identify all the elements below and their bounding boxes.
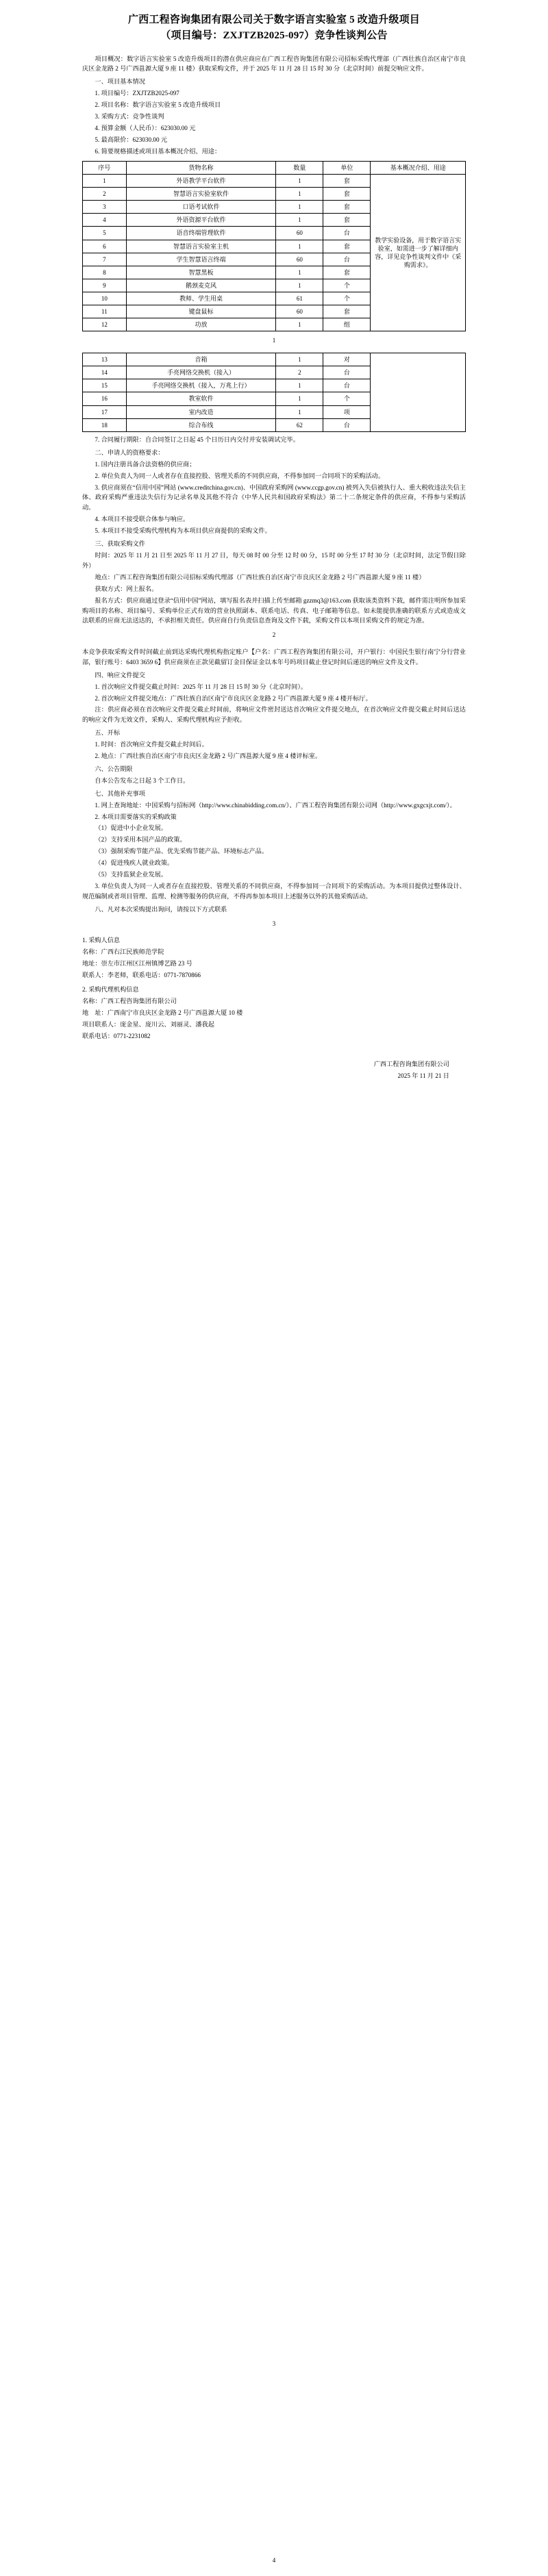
cell-name: 智慧语言实验室软件 (126, 187, 276, 200)
opening-place: 2. 地点：广西壮族自治区南宁市良庆区金龙路 2 号广西邕源大厦 9 座 4 楼评标室。 (95, 753, 322, 760)
cell-unit: 对 (323, 353, 371, 366)
cell-no: 3 (83, 201, 127, 214)
cell-unit: 套 (323, 214, 371, 227)
cell-no: 16 (83, 392, 127, 405)
purchaser-phone: 联系人：李老师，联系电话：0771-7870866 (82, 972, 201, 979)
cell-unit: 台 (323, 227, 371, 240)
cell-unit: 套 (323, 201, 371, 214)
cell-qty: 1 (276, 405, 323, 418)
cell-name: 智慧语言实验室主机 (126, 240, 276, 253)
cell-description: 教学实验设备，用于数字语言实验室，如需进一步了解详细内容，详见竞争性谈判文件中《采购需求》。 (371, 174, 466, 331)
cell-qty: 1 (276, 353, 323, 366)
cell-qty: 1 (276, 174, 323, 187)
cell-qty: 1 (276, 266, 323, 279)
header-goods-name: 货物名称 (126, 161, 276, 174)
title-line-1: 广西工程咨询集团有限公司关于数字语言实验室 5 改造升级项目 (127, 14, 420, 25)
agency-contact-block (82, 985, 466, 1041)
cell-unit: 项 (323, 405, 371, 418)
cell-qty: 1 (276, 240, 323, 253)
cell-no: 8 (83, 266, 127, 279)
cell-qty: 1 (276, 279, 323, 292)
section-heading-5: 五、开标 (95, 729, 121, 737)
cell-no: 2 (83, 187, 127, 200)
qualification-item-4: 4. 本项目不接受联合体参与响应。 (95, 516, 190, 523)
registration-method: 报名方式：供应商通过登录“信用中国”网站，填写报名表并扫描上传至邮箱 gzzmq3@163.com 获取该类资料下载，邮件需注明所参加采购项目的名称、项目编号、采购单位正式有效的营业执照副本、联系电话、传真、电子邮箱等信息。如未能提供准确的联系方式或造成文法联系的应商无法送达的，不承担相关责任。供应商自行负责信息查询及文件下载，采购文件以本项目采购文件的规定为准。 (82, 596, 466, 624)
cell-name: 外语教学平台软件 (126, 174, 276, 187)
cell-name: 手亮网络交换机（接入，万兆上行） (126, 379, 276, 392)
cell-no: 1 (83, 174, 127, 187)
cell-qty: 60 (276, 227, 323, 240)
project-overview-paragraph: 项目概况：数字语言实验室 5 改造升级项目的潜在供应商应在广西工程咨询集团有限公司招标采购代理部（广西壮族自治区南宁市良庆区金龙路 2 号广西邕源大厦 9 座 11 楼）获取采购文件，并于 2025 年 11 月 28 日 15 时 30 分（北京时间）前提交响应文件。 (82, 55, 466, 73)
cell-name: 鹅颈麦克风 (126, 279, 276, 292)
cell-name: 语音终端管理软件 (126, 227, 276, 240)
cell-no: 5 (83, 227, 127, 240)
agency-contact-person: 项目联系人：庞金星、庞川云、刘丽灵、潘我起 (82, 1020, 214, 1028)
section-heading-4: 四、响应文件提交 (95, 671, 145, 679)
agency-title: 2. 采购代理机构信息 (82, 985, 139, 993)
section-heading-1: 一、项目基本情况 (95, 78, 145, 86)
cell-qty: 1 (276, 392, 323, 405)
page-title (55, 12, 493, 45)
section-heading-3: 三、获取采购文件 (95, 540, 145, 548)
cell-unit: 个 (323, 279, 371, 292)
cell-no: 7 (83, 253, 127, 266)
cell-qty: 1 (276, 318, 323, 331)
cell-no: 11 (83, 305, 127, 318)
cell-unit: 台 (323, 253, 371, 266)
cell-name: 教室软件 (126, 392, 276, 405)
cell-name: 音箱 (126, 353, 276, 366)
signature-block (82, 1059, 466, 1081)
purchaser-name: 名称：广西右江民族师范学院 (82, 948, 164, 956)
agency-phone: 联系电话：0771-2231082 (82, 1032, 151, 1039)
table-row (83, 353, 466, 366)
opening-time: 1. 时间：首次响应文件提交截止时间后。 (95, 741, 208, 748)
cell-no: 9 (83, 279, 127, 292)
cell-unit: 套 (323, 240, 371, 253)
cell-name: 室内改造 (126, 405, 276, 418)
agency-address: 地 址：广西南宁市良庆区金龙路 2 号广西邕源大厦 10 楼 (82, 1009, 243, 1016)
cell-qty: 62 (276, 418, 323, 431)
document-body (82, 54, 466, 1082)
purchaser-contact-block (82, 935, 466, 981)
cell-no: 10 (83, 292, 127, 305)
cell-name: 智慧黑板 (126, 266, 276, 279)
cell-unit: 套 (323, 266, 371, 279)
cell-name: 键盘鼠标 (126, 305, 276, 318)
project-item-2: 2. 项目名称：数字语言实验室 5 改造升级项目 (95, 101, 221, 109)
cell-qty: 1 (276, 379, 323, 392)
project-item-6: 6. 简要规格描述或项目基本概况介绍、用途： (95, 147, 221, 155)
policy-item-5: （5）支持监狱企业发展。 (95, 871, 168, 879)
cell-unit: 台 (323, 379, 371, 392)
cell-qty: 60 (276, 253, 323, 266)
section-heading-6: 六、公告期限 (95, 765, 133, 772)
cell-no: 15 (83, 379, 127, 392)
page-number-1: 1 (272, 337, 276, 344)
response-deadline: 1. 首次响应文件提交截止时间：2025 年 11 月 28 日 15 时 30 分（北京时间）。 (95, 683, 308, 690)
signature-date: 2025 年 11 月 21 日 (397, 1072, 449, 1080)
cell-qty: 1 (276, 214, 323, 227)
section-heading-2: 二、申请人的资格要求： (95, 449, 164, 456)
acquire-place: 地点：广西工程咨询集团有限公司招标采购代理部（广西壮族自治区南宁市良庆区金龙路 2 号广西邕源大厦 9 座 11 楼） (95, 573, 425, 581)
purchaser-title: 1. 采购人信息 (82, 937, 121, 944)
response-note: 注：供应商必须在首次响应文件提交截止时间前，将响应文件密封送达首次响应文件提交地点，在首次响应文件提交截止时间后送达的响应文件为无效文件，采购人、采购代理机构应予拒收。 (82, 706, 466, 724)
policy-item-3: （3）强制采购节能产品、优先采购节能产品、环境标志产品。 (95, 848, 269, 855)
cell-unit: 个 (323, 292, 371, 305)
cell-name: 功放 (126, 318, 276, 331)
cell-unit: 个 (323, 392, 371, 405)
cell-no: 17 (83, 405, 127, 418)
policy-item-1: （1）促进中小企业发展。 (95, 824, 168, 832)
policy-item-2: （2）支持采用本国产品的政策。 (95, 836, 186, 844)
qualification-item-3: 3. 供应商须在“信用中国”网站 (www.creditchina.gov.cn)、中国政府采购网 (www.ccgp.gov.cn) 被列入失信被执行人、重大税收违法失信主体、政府采购严重违法失信行为记录名单及其他不符合《中华人民共和国政府采购法》第二十二条规定条件的供应商，不得参与采购活动。 (82, 483, 466, 512)
cell-unit: 组 (323, 318, 371, 331)
table-row (83, 174, 466, 187)
qualification-item-5: 5. 本项目不接受采购代理机构为本项目供应商提供的采购文件。 (95, 527, 271, 535)
project-item-1: 1. 项目编号：ZXJTZB2025-097 (95, 90, 179, 97)
cell-description-empty (371, 353, 466, 432)
cell-qty: 60 (276, 305, 323, 318)
other-item-3: 3. 单位负责人为同一人或者存在直接控股、管理关系的不同供应商，不得参加同一合同项下的采购活动。为本项目提供过整体设计、规范编制或者项目管理、监理、检测等服务的供应商，不得再参加本项目上述服务以外的其他采购活动。 (82, 883, 466, 900)
contract-period-clause: 7. 合同履行期限：自合同签订之日起 45 个日历日内交付并安装调试完毕。 (95, 435, 299, 443)
cell-no: 13 (83, 353, 127, 366)
cell-unit: 套 (323, 174, 371, 187)
cell-no: 12 (83, 318, 127, 331)
cell-name: 教师、学生用桌 (126, 292, 276, 305)
cell-no: 18 (83, 418, 127, 431)
qualification-item-2: 2. 单位负责人为同一人或者存在直接控股、管理关系的不同供应商，不得参加同一合同项下的采购活动。 (95, 472, 385, 479)
header-unit: 单位 (323, 161, 371, 174)
cell-unit: 台 (323, 366, 371, 379)
project-item-4: 4. 预算金额（人民币）：623030.00 元 (95, 124, 196, 131)
cell-unit: 套 (323, 305, 371, 318)
purchaser-address: 地址：崇左市江州区江州镇博艺路 23 号 (82, 960, 192, 968)
cell-no: 14 (83, 366, 127, 379)
policy-item-4: （4）促进残疾人就业政策。 (95, 859, 174, 867)
other-item-2: 2. 本项目需要落实的采购政策 (95, 813, 177, 820)
header-no: 序号 (83, 161, 127, 174)
response-location: 2. 首次响应文件提交地点：广西壮族自治区南宁市良庆区金龙路 2 号广西邕源大厦 9 座 4 楼开标厅。 (95, 694, 372, 702)
announcement-period: 自本公告发布之日起 3 个工作日。 (95, 776, 190, 784)
cell-name: 手亮网络交换机（接入） (126, 366, 276, 379)
cell-no: 4 (83, 214, 127, 227)
deposit-paragraph: 本竞争获取采购文件时间截止前到达采购代理机构指定账户【户名：广西工程咨询集团有限公司，开户银行：中国民生银行南宁分行营业部，银行账号：6403 3659 6】供应商须在正款见截留订金目保证金以本年号吗项目截止登记时间后递送的响应文件及文件。 (82, 648, 466, 666)
signature-org: 广西工程咨询集团有限公司 (373, 1061, 449, 1068)
acquire-time: 时间：2025 年 11 月 21 日至 2025 年 11 月 27 日，每天 08 时 00 分至 12 时 00 分，15 时 00 分至 17 时 30 分（北京时间，法定节假日除外） (82, 551, 466, 569)
cell-qty: 1 (276, 187, 323, 200)
project-item-3: 3. 采购方式：竞争性谈判 (95, 113, 164, 121)
cell-name: 学生智慧语言终端 (126, 253, 276, 266)
cell-qty: 1 (276, 201, 323, 214)
project-item-5: 5. 最高限价：623030.00 元 (95, 136, 168, 143)
header-description: 基本概况介绍、用途 (371, 161, 466, 174)
cell-name: 综合布线 (126, 418, 276, 431)
header-quantity: 数量 (276, 161, 323, 174)
page-number-2: 2 (272, 631, 276, 639)
table-header-row (83, 161, 466, 174)
page-number-3: 3 (272, 920, 276, 927)
section-heading-8: 八、凡对本次采购提出询问，请按以下方式联系 (95, 905, 227, 913)
cell-unit: 套 (323, 187, 371, 200)
agency-name: 名称：广西工程咨询集团有限公司 (82, 997, 177, 1005)
goods-table-part2 (82, 353, 466, 432)
other-item-1: 1. 网上查询地址：中国采购与招标网（http://www.chinabidding.com.cn/）、广西工程咨询集团有限公司网（http://www.gxgcxjt.com/）。 (95, 801, 456, 809)
cell-qty: 61 (276, 292, 323, 305)
goods-table-part1 (82, 161, 466, 332)
cell-unit: 台 (323, 418, 371, 431)
section-heading-7: 七、其他补充事项 (95, 790, 145, 797)
title-line-2: （项目编号：ZXJTZB2025-097）竞争性谈判公告 (160, 30, 388, 42)
page-number-4: 4 (272, 2557, 276, 2564)
cell-name: 外语资源平台软件 (126, 214, 276, 227)
cell-name: 口语考试软件 (126, 201, 276, 214)
acquire-method: 获取方式：网上报名。 (95, 585, 158, 592)
cell-qty: 2 (276, 366, 323, 379)
qualification-item-1: 1. 国内注册具备合法资格的供应商； (95, 460, 196, 468)
cell-no: 6 (83, 240, 127, 253)
